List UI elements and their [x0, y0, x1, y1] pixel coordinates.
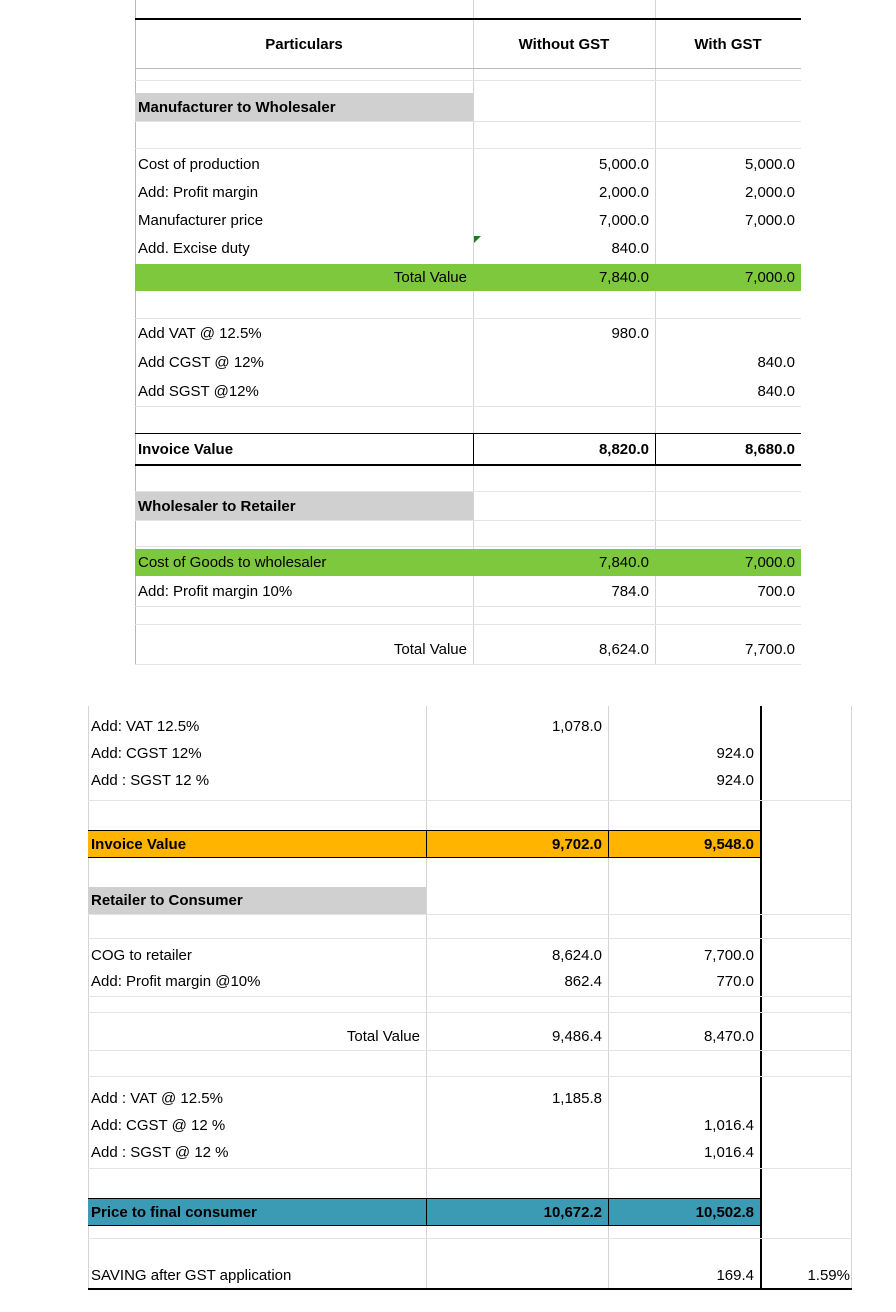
- value-without-gst: 9,486.4: [551, 1027, 602, 1045]
- row-label: Add : SGST 12 %: [91, 771, 210, 789]
- thick-border: [760, 706, 762, 1290]
- value-without-gst: 8,624.0: [551, 946, 602, 964]
- table-row: [135, 207, 801, 233]
- gridline: [135, 606, 801, 607]
- gridline: [88, 996, 852, 997]
- value-without-gst: 2,000.0: [598, 183, 649, 201]
- table-row: [135, 549, 801, 576]
- value-without-gst: [473, 378, 655, 404]
- final-price-row: [88, 1198, 760, 1226]
- table-row: [135, 378, 801, 404]
- row-label: Add. Excise duty: [138, 239, 250, 257]
- value-with-gst: 840.0: [757, 382, 795, 400]
- table-row: [88, 767, 760, 793]
- value-with-gst: 169.4: [716, 1266, 754, 1284]
- gridline: [88, 1076, 852, 1077]
- table-row: [88, 713, 760, 739]
- header-without-gst: Without GST: [518, 35, 610, 53]
- row-label: Add: VAT 12.5%: [91, 717, 200, 735]
- value-with-gst: 7,000.0: [744, 554, 795, 571]
- value-with-gst: [655, 320, 801, 346]
- value-with-gst: 7,000.0: [744, 269, 795, 286]
- gridline: [135, 520, 801, 521]
- gridline: [135, 406, 801, 407]
- table-row: [135, 151, 801, 177]
- value-without-gst: 8,820.0: [473, 434, 655, 464]
- value-without-gst: 5,000.0: [598, 155, 649, 173]
- total-row: [135, 635, 801, 663]
- total-row: [135, 264, 801, 291]
- row-label: Add : VAT @ 12.5%: [91, 1089, 223, 1107]
- value-with-gst: [608, 1085, 760, 1111]
- value-with-gst: 840.0: [757, 353, 795, 371]
- gridline: [88, 938, 852, 939]
- value-without-gst: 10,672.2: [426, 1199, 608, 1225]
- row-label: Add: CGST 12%: [91, 744, 202, 762]
- value-with-gst: 8,470.0: [703, 1027, 754, 1045]
- value-with-gst: 924.0: [716, 771, 754, 789]
- row-label: Add VAT @ 12.5%: [138, 324, 262, 342]
- value-with-gst: 9,548.0: [608, 831, 760, 857]
- row-label: Add: CGST @ 12 %: [91, 1116, 226, 1134]
- row-label: Add CGST @ 12%: [138, 353, 264, 371]
- value-with-gst: 7,700.0: [744, 640, 795, 658]
- table-row: [135, 349, 801, 375]
- header-with-gst: With GST: [694, 35, 762, 53]
- section-title: Manufacturer to Wholesaler: [135, 93, 473, 121]
- value-with-gst: 5,000.0: [744, 155, 795, 173]
- gridline: [135, 148, 801, 149]
- value-with-gst: 924.0: [716, 744, 754, 762]
- total-label: Total Value: [393, 269, 467, 286]
- comment-indicator: [474, 236, 481, 243]
- row-label: Invoice Value: [138, 440, 234, 458]
- row-label: Add : SGST @ 12 %: [91, 1143, 229, 1161]
- row-label: Manufacturer price: [138, 211, 264, 229]
- gridline: [135, 318, 801, 319]
- value-without-gst: 9,702.0: [426, 831, 608, 857]
- value-with-gst: [655, 235, 801, 261]
- row-label: Add: Profit margin: [138, 183, 259, 201]
- gridline: [88, 800, 852, 801]
- value-without-gst: 7,000.0: [598, 211, 649, 229]
- table-row: [135, 578, 801, 604]
- value-with-gst: 8,680.0: [655, 434, 801, 464]
- gridline: [88, 1050, 852, 1051]
- value-with-gst: 2,000.0: [744, 183, 795, 201]
- value-without-gst: 840.0: [611, 239, 649, 257]
- table-row: [88, 1139, 760, 1165]
- gridline: [135, 121, 801, 122]
- gridline: [135, 546, 801, 547]
- row-label: COG to retailer: [91, 946, 192, 964]
- value-without-gst: 7,840.0: [598, 554, 649, 571]
- gridline: [88, 914, 852, 915]
- row-label: Cost of production: [138, 155, 260, 173]
- gridline: [88, 1012, 852, 1013]
- row-label: Add SGST @12%: [138, 382, 259, 400]
- section-title: Wholesaler to Retailer: [135, 492, 473, 520]
- gridline: [135, 664, 801, 665]
- row-label: SAVING after GST application: [91, 1266, 292, 1284]
- value-without-gst: [426, 1112, 608, 1138]
- value-without-gst: 8,624.0: [598, 640, 649, 658]
- value-with-gst: 770.0: [716, 972, 754, 990]
- value-with-gst: 10,502.8: [608, 1199, 760, 1225]
- value-without-gst: 980.0: [611, 324, 649, 342]
- gridline: [88, 1238, 852, 1239]
- table-row: [88, 740, 760, 766]
- table-row: [135, 235, 801, 261]
- table-manufacturer-wholesaler: [135, 0, 801, 670]
- total-row: [88, 1022, 760, 1050]
- table-row: [135, 320, 801, 346]
- total-label: Total Value: [346, 1027, 420, 1045]
- value-without-gst: [426, 1139, 608, 1165]
- value-without-gst: [473, 349, 655, 375]
- row-label: Price to final consumer: [91, 1203, 257, 1221]
- section-title: Retailer to Consumer: [88, 887, 426, 914]
- value-without-gst: 784.0: [611, 582, 649, 600]
- table-row: [88, 1085, 760, 1111]
- gridline: [135, 624, 801, 625]
- saving-row: [88, 1262, 852, 1290]
- table-row: [88, 1112, 760, 1138]
- value-with-gst: 7,000.0: [744, 211, 795, 229]
- value-with-gst: 1,016.4: [703, 1116, 754, 1134]
- table-row: [88, 942, 760, 968]
- value-without-gst: [426, 767, 608, 793]
- value-without-gst: 1,185.8: [551, 1089, 602, 1107]
- header-row: [135, 18, 801, 69]
- gridline: [851, 706, 852, 1290]
- table-row: [88, 968, 760, 994]
- value-without-gst: 862.4: [564, 972, 602, 990]
- invoice-row: [135, 433, 801, 466]
- section-row: [135, 93, 801, 121]
- gridline: [135, 80, 801, 81]
- value-with-gst: [608, 713, 760, 739]
- table-wholesaler-consumer: [88, 706, 852, 1296]
- section-row: [135, 492, 801, 520]
- row-label: Add: Profit margin 10%: [138, 582, 293, 600]
- table-row: [135, 179, 801, 205]
- row-label: Add: Profit margin @10%: [91, 972, 261, 990]
- section-row: [88, 887, 760, 914]
- row-label: Cost of Goods to wholesaler: [138, 554, 327, 571]
- value-with-gst: 7,700.0: [703, 946, 754, 964]
- value-without-gst: [426, 740, 608, 766]
- value-without-gst: 1,078.0: [551, 717, 602, 735]
- row-label: Invoice Value: [91, 835, 187, 853]
- value-with-gst: 700.0: [757, 582, 795, 600]
- invoice-row: [88, 830, 760, 858]
- gridline: [88, 1168, 852, 1169]
- value-without-gst: 7,840.0: [598, 269, 649, 286]
- value-with-gst: 1,016.4: [703, 1143, 754, 1161]
- header-particulars: Particulars: [265, 35, 343, 53]
- total-label: Total Value: [393, 640, 467, 658]
- saving-percent: 1.59%: [807, 1266, 850, 1284]
